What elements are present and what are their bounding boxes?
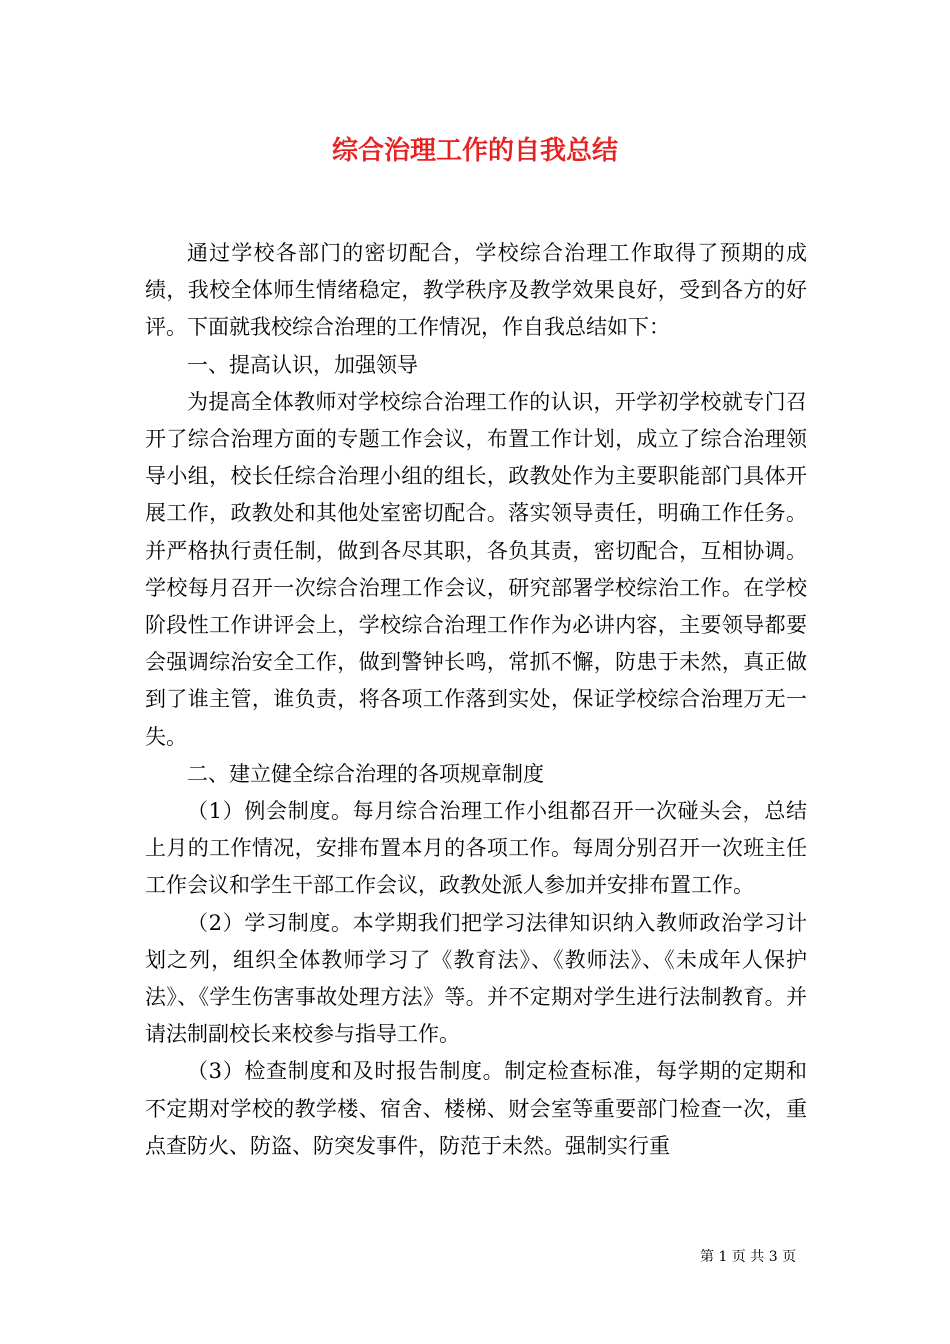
document-title: 综合治理工作的自我总结 — [331, 136, 618, 166]
intro-paragraph: 通过学校各部门的密切配合，学校综合治理工作取得了预期的成绩，我校全体师生情绪稳定，教学秩序及教学效果良好，受到各方的好评。下面就我校综合治理的工作情况，作自我总结如下： — [145, 241, 807, 340]
rule-paragraph-2: （2）学习制度。本学期我们把学习法律知识纳入教师政治学习计划之列，组织全体教师学习了《教育法》、《教师法》、《未成年人保护法》、《学生伤害事故处理方法》等。并不定期对学生进行法制教育。并请法制副校长来校参与指导工作。 — [145, 910, 807, 1047]
document-body — [145, 235, 807, 1165]
rule-paragraph-1: （1）例会制度。每月综合治理工作小组都召开一次碰头会，总结上月的工作情况，安排布置本月的各项工作。每周分别召开一次班主任工作会议和学生干部工作会议，政教处派人参加并安排布置工作。 — [145, 799, 807, 898]
section-heading-2: 二、建立健全综合治理的各项规章制度 — [187, 761, 544, 786]
section-heading-1: 一、提高认识，加强领导 — [187, 352, 418, 377]
page-number: 第 1 页 共 3 页 — [700, 1249, 797, 1265]
section-1-paragraph: 为提高全体教师对学校综合治理工作的认识，开学初学校就专门召开了综合治理方面的专题工作会议，布置工作计划，成立了综合治理领导小组，校长任综合治理小组的组长，政教处作为主要职能部门具体开展工作，政教处和其他处室密切配合。落实领导责任，明确工作任务。并严格执行责任制，做到各尽其职，各负其责，密切配合，互相协调。学校每月召开一次综合治理工作会议，研究部署学校综治工作。在学校阶段性工作讲评会上，学校综合治理工作作为必讲内容，主要领导都要会强调综治安全工作，做到警钟长鸣，常抓不懈，防患于未然，真正做到了谁主管，谁负责，将各项工作落到实处，保证学校综合治理万无一失。 — [145, 389, 807, 749]
rule-paragraph-3: （3）检查制度和及时报告制度。制定检查标准，每学期的定期和不定期对学校的教学楼、宿舍、楼梯、财会室等重要部门检查一次，重点查防火、防盗、防突发事件，防范于未然。强制实行重 — [145, 1059, 807, 1158]
